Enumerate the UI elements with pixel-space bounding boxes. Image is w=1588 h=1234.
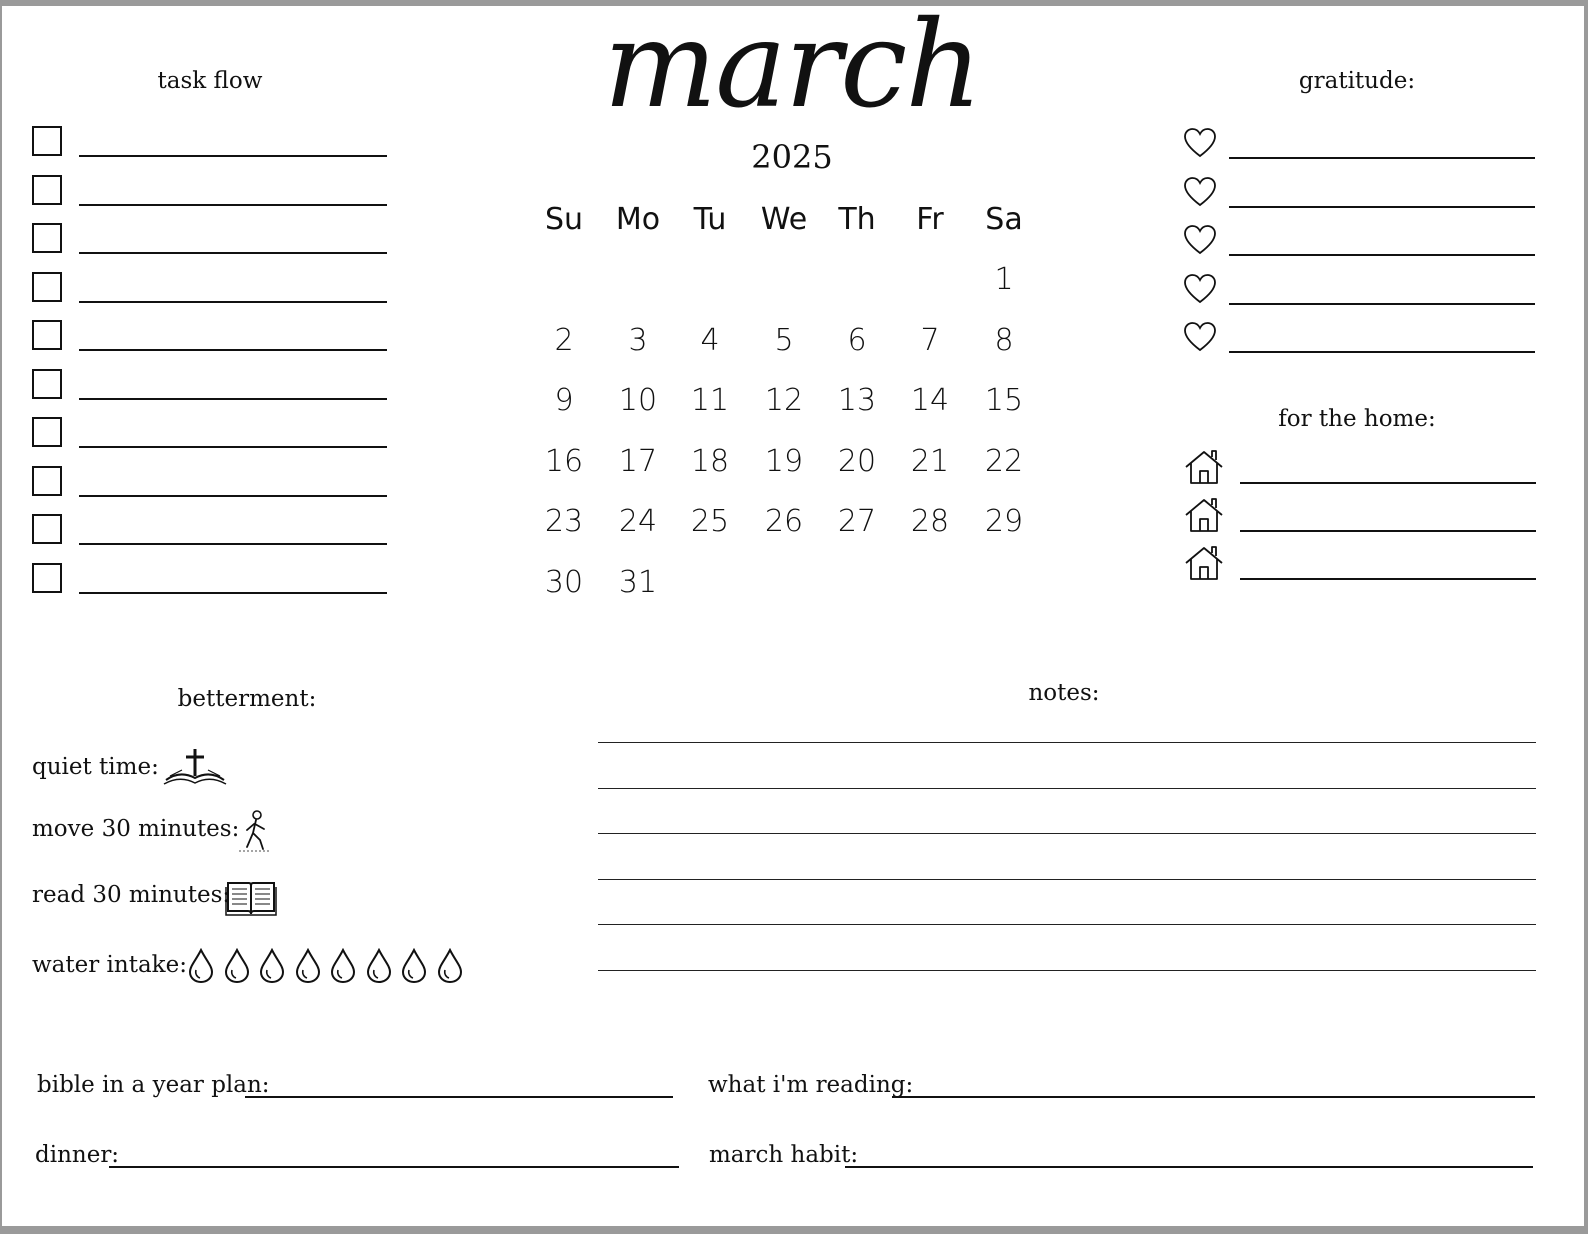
home-line[interactable]	[1240, 530, 1536, 532]
home-line[interactable]	[1240, 482, 1536, 484]
heart-icon	[1183, 176, 1217, 208]
weekday-fr: Fr	[916, 202, 944, 237]
task-line[interactable]	[79, 155, 387, 157]
task-line[interactable]	[79, 446, 387, 448]
gratitude-heading: gratitude:	[1298, 68, 1416, 94]
calendar-day[interactable]: 15	[984, 383, 1024, 419]
water-intake-label: water intake:	[32, 952, 187, 978]
water-drop-icon[interactable]	[187, 948, 215, 984]
heart-icon	[1183, 224, 1217, 256]
task-line[interactable]	[79, 543, 387, 545]
gratitude-line[interactable]	[1229, 157, 1535, 159]
heart-icon	[1183, 273, 1217, 305]
march-habit-line[interactable]	[845, 1166, 1533, 1168]
year-label: 2025	[751, 138, 833, 176]
task-checkbox[interactable]	[32, 126, 62, 156]
task-line[interactable]	[79, 301, 387, 303]
dinner-line[interactable]	[109, 1166, 679, 1168]
calendar-day[interactable]: 4	[700, 322, 720, 358]
calendar-day[interactable]: 7	[920, 322, 940, 358]
read-label: read 30 minutes:	[32, 882, 231, 908]
walking-person-icon	[237, 809, 273, 853]
gratitude-line[interactable]	[1229, 254, 1535, 256]
task-line[interactable]	[79, 204, 387, 206]
water-drop-icon[interactable]	[400, 948, 428, 984]
calendar-day[interactable]: 6	[847, 322, 867, 358]
calendar-day[interactable]: 22	[984, 443, 1024, 479]
task-checkbox[interactable]	[32, 417, 62, 447]
calendar-day[interactable]: 24	[618, 504, 658, 540]
calendar-day[interactable]: 16	[544, 443, 584, 479]
task-checkbox[interactable]	[32, 175, 62, 205]
calendar-day[interactable]: 30	[544, 565, 584, 600]
march-habit-label: march habit:	[709, 1142, 859, 1168]
calendar-day[interactable]: 8	[994, 322, 1014, 358]
calendar-day[interactable]: 14	[910, 383, 950, 419]
gratitude-line[interactable]	[1229, 206, 1535, 208]
notes-line[interactable]	[598, 879, 1536, 880]
calendar-day[interactable]: 21	[910, 443, 950, 479]
weekday-sa: Sa	[985, 202, 1023, 237]
calendar-day[interactable]: 31	[618, 565, 658, 600]
weekday-tu: Tu	[693, 202, 727, 237]
task-checkbox[interactable]	[32, 320, 62, 350]
task-line[interactable]	[79, 592, 387, 594]
home-line[interactable]	[1240, 578, 1536, 580]
calendar-day[interactable]: 26	[764, 504, 804, 540]
calendar-day[interactable]: 25	[690, 504, 730, 540]
water-drop-icon[interactable]	[365, 948, 393, 984]
dinner-label: dinner:	[35, 1142, 120, 1168]
task-line[interactable]	[79, 349, 387, 351]
notes-line[interactable]	[598, 742, 1536, 743]
calendar-day[interactable]: 11	[690, 383, 730, 419]
house-icon	[1183, 544, 1225, 582]
heart-icon	[1183, 127, 1217, 159]
bible-cross-icon	[162, 746, 228, 788]
weekday-th: Th	[838, 202, 876, 237]
water-drop-icon[interactable]	[223, 948, 251, 984]
house-icon	[1183, 448, 1225, 486]
water-drop-icon[interactable]	[436, 948, 464, 984]
calendar-day[interactable]: 23	[544, 504, 584, 540]
open-book-icon	[225, 878, 277, 918]
calendar-day[interactable]: 3	[628, 322, 648, 358]
calendar-day[interactable]: 29	[984, 504, 1024, 540]
house-icon	[1183, 496, 1225, 534]
for-the-home-heading: for the home:	[1278, 406, 1436, 432]
weekday-mo: Mo	[615, 202, 661, 237]
calendar-day[interactable]: 19	[764, 443, 804, 479]
calendar-day[interactable]: 9	[554, 383, 574, 419]
water-drop-icon[interactable]	[294, 948, 322, 984]
notes-line[interactable]	[598, 924, 1536, 925]
notes-line[interactable]	[598, 970, 1536, 971]
calendar-day[interactable]: 1	[994, 262, 1014, 297]
task-flow-heading: task flow	[157, 68, 263, 94]
calendar-day[interactable]: 13	[837, 383, 877, 419]
calendar-day[interactable]: 27	[837, 504, 877, 540]
calendar-day[interactable]: 18	[690, 443, 730, 479]
calendar-day[interactable]: 5	[774, 322, 794, 358]
quiet-time-label: quiet time:	[32, 754, 159, 780]
bible-plan-line[interactable]	[245, 1096, 673, 1098]
task-checkbox[interactable]	[32, 272, 62, 302]
calendar-day[interactable]: 2	[554, 322, 574, 358]
notes-line[interactable]	[598, 833, 1536, 834]
task-line[interactable]	[79, 495, 387, 497]
planner-page	[2, 0, 1584, 1226]
task-checkbox[interactable]	[32, 369, 62, 399]
heart-icon	[1183, 321, 1217, 353]
task-checkbox[interactable]	[32, 223, 62, 253]
calendar-day[interactable]: 20	[837, 443, 877, 479]
weekday-we: We	[760, 202, 808, 237]
betterment-heading: betterment:	[177, 686, 317, 712]
reading-label: what i'm reading:	[708, 1072, 914, 1098]
task-line[interactable]	[79, 252, 387, 254]
calendar-day[interactable]: 17	[618, 443, 658, 479]
gratitude-line[interactable]	[1229, 303, 1535, 305]
task-checkbox[interactable]	[32, 563, 62, 593]
calendar-day[interactable]: 28	[910, 504, 950, 540]
task-checkbox[interactable]	[32, 466, 62, 496]
notes-heading: notes:	[1028, 680, 1100, 706]
water-drop-icon[interactable]	[258, 948, 286, 984]
calendar-day[interactable]: 10	[618, 383, 658, 419]
weekday-su: Su	[544, 202, 584, 237]
reading-line[interactable]	[892, 1096, 1535, 1098]
notes-line[interactable]	[598, 788, 1536, 789]
task-checkbox[interactable]	[32, 514, 62, 544]
month-title: march	[603, 0, 981, 135]
move-label: move 30 minutes:	[32, 816, 240, 842]
bible-plan-label: bible in a year plan:	[37, 1072, 270, 1098]
task-line[interactable]	[79, 398, 387, 400]
water-drop-icon[interactable]	[329, 948, 357, 984]
calendar-day[interactable]: 12	[764, 383, 804, 419]
gratitude-line[interactable]	[1229, 351, 1535, 353]
